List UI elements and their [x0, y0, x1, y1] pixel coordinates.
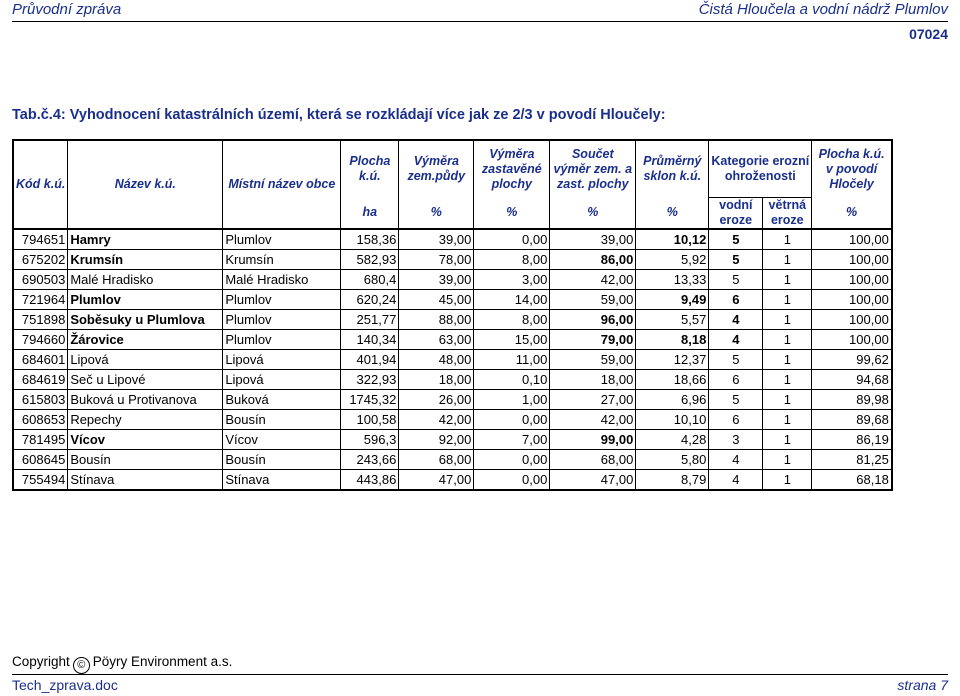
cell-plocha-povodi: 99,62 [812, 350, 892, 370]
cell-vymera-pudy: 45,00 [399, 290, 474, 310]
cell-vymera-pudy: 68,00 [399, 450, 474, 470]
col-header-sklon: Průměrný sklon k.ú. [636, 140, 709, 197]
cell-mistni: Bousín [223, 410, 341, 430]
cell-mistni: Vícov [223, 430, 341, 450]
cell-vetrna-eroze: 1 [763, 330, 812, 350]
cell-mistni: Bousín [223, 450, 341, 470]
cell-vymera-zast: 8,00 [474, 310, 550, 330]
cell-vodni-eroze: 6 [709, 370, 763, 390]
cell-nazev: Lipová [68, 350, 223, 370]
cell-sklon: 5,80 [636, 450, 709, 470]
cell-nazev: Hamry [68, 229, 223, 250]
cell-vetrna-eroze: 1 [763, 229, 812, 250]
unit-plocha: ha [341, 197, 399, 229]
cell-vodni-eroze: 6 [709, 290, 763, 310]
cell-plocha: 140,34 [341, 330, 399, 350]
cell-vymera-zast: 0,00 [474, 450, 550, 470]
cell-plocha-povodi: 86,19 [812, 430, 892, 450]
table-row [13, 229, 892, 250]
cell-soucet: 39,00 [550, 229, 636, 250]
cell-kod: 608653 [13, 410, 68, 430]
cell-vymera-pudy: 47,00 [399, 470, 474, 491]
cell-vymera-zast: 7,00 [474, 430, 550, 450]
cell-vodni-eroze: 4 [709, 470, 763, 491]
cell-mistni: Stínava [223, 470, 341, 491]
cell-kod: 751898 [13, 310, 68, 330]
cell-vymera-zast: 0,00 [474, 229, 550, 250]
footer-page-number: strana 7 [897, 677, 948, 693]
cell-sklon: 6,96 [636, 390, 709, 410]
cell-mistni: Lipová [223, 350, 341, 370]
cell-nazev: Vícov [68, 430, 223, 450]
page-header-right: Čistá Hloučela a vodní nádrž Plumlov [698, 1, 948, 18]
cell-plocha-povodi: 100,00 [812, 229, 892, 250]
cell-soucet: 47,00 [550, 470, 636, 491]
cell-kod: 690503 [13, 270, 68, 290]
col-header-vymera-zast: Výměra zastavěné plochy [474, 140, 550, 197]
cell-plocha: 1745,32 [341, 390, 399, 410]
cell-vetrna-eroze: 1 [763, 250, 812, 270]
cell-plocha-povodi: 81,25 [812, 450, 892, 470]
table-row [13, 370, 892, 390]
table-row [13, 350, 892, 370]
cell-plocha: 680,4 [341, 270, 399, 290]
cell-mistni: Plumlov [223, 330, 341, 350]
cell-vetrna-eroze: 1 [763, 390, 812, 410]
cell-vymera-zast: 14,00 [474, 290, 550, 310]
cell-nazev: Seč u Lipové [68, 370, 223, 390]
cell-vymera-pudy: 18,00 [399, 370, 474, 390]
col-header-plocha-povodi: Plocha k.ú. v povodí Hločely [812, 140, 892, 197]
table-title: Tab.č.4: Vyhodnocení katastrálních území, která se rozkládají více jak ze 2/3 v povodí Hloučely: [12, 107, 666, 123]
cell-vodni-eroze: 5 [709, 390, 763, 410]
cell-vymera-zast: 3,00 [474, 270, 550, 290]
cell-vymera-zast: 0,10 [474, 370, 550, 390]
table-row [13, 270, 892, 290]
cell-soucet: 59,00 [550, 290, 636, 310]
cell-vetrna-eroze: 1 [763, 290, 812, 310]
cell-soucet: 42,00 [550, 410, 636, 430]
cell-vodni-eroze: 4 [709, 330, 763, 350]
cell-vetrna-eroze: 1 [763, 350, 812, 370]
unit-vymera-pudy: % [399, 197, 474, 229]
cell-soucet: 99,00 [550, 430, 636, 450]
cell-vymera-zast: 11,00 [474, 350, 550, 370]
cell-nazev: Stínava [68, 470, 223, 491]
cell-nazev: Bousín [68, 450, 223, 470]
cell-kod: 675202 [13, 250, 68, 270]
unit-soucet: % [550, 197, 636, 229]
cell-plocha: 620,24 [341, 290, 399, 310]
col-header-plocha: Plocha k.ú. [341, 140, 399, 197]
cell-vodni-eroze: 4 [709, 310, 763, 330]
page-header-left: Průvodní zpráva [12, 1, 122, 18]
cell-plocha: 158,36 [341, 229, 399, 250]
cell-plocha-povodi: 100,00 [812, 330, 892, 350]
cell-vymera-pudy: 26,00 [399, 390, 474, 410]
cell-vymera-pudy: 39,00 [399, 229, 474, 250]
cell-plocha: 582,93 [341, 250, 399, 270]
cell-vodni-eroze: 4 [709, 450, 763, 470]
cell-sklon: 18,66 [636, 370, 709, 390]
cell-nazev: Malé Hradisko [68, 270, 223, 290]
cell-plocha: 243,66 [341, 450, 399, 470]
cell-vymera-pudy: 42,00 [399, 410, 474, 430]
cell-plocha-povodi: 100,00 [812, 310, 892, 330]
col-header-vetrna: větrná eroze [763, 197, 812, 229]
cell-vodni-eroze: 5 [709, 270, 763, 290]
cell-kod: 755494 [13, 470, 68, 491]
unit-vymera-zast: % [474, 197, 550, 229]
cell-nazev: Krumsín [68, 250, 223, 270]
cell-soucet: 79,00 [550, 330, 636, 350]
cell-nazev: Buková u Protivanova [68, 390, 223, 410]
cell-mistni: Lipová [223, 370, 341, 390]
cell-vetrna-eroze: 1 [763, 410, 812, 430]
copyright-owner: Pöyry Environment a.s. [92, 654, 233, 669]
header-rule [12, 21, 948, 22]
cell-nazev: Plumlov [68, 290, 223, 310]
table-row [13, 290, 892, 310]
cell-mistni: Malé Hradisko [223, 270, 341, 290]
cell-sklon: 4,28 [636, 430, 709, 450]
table-row [13, 470, 892, 491]
table-row [13, 430, 892, 450]
cell-sklon: 9,49 [636, 290, 709, 310]
cell-kod: 781495 [13, 430, 68, 450]
table-row [13, 450, 892, 470]
table-row [13, 310, 892, 330]
col-header-nazev: Název k.ú. [68, 140, 223, 229]
cell-plocha: 322,93 [341, 370, 399, 390]
table-row [13, 390, 892, 410]
cell-plocha-povodi: 68,18 [812, 470, 892, 491]
footer-filename: Tech_zprava.doc [12, 677, 118, 693]
cell-soucet: 59,00 [550, 350, 636, 370]
col-header-kod: Kód k.ú. [13, 140, 68, 229]
cell-soucet: 68,00 [550, 450, 636, 470]
copyright-icon: © [73, 657, 90, 674]
cell-sklon: 5,57 [636, 310, 709, 330]
cell-vetrna-eroze: 1 [763, 470, 812, 491]
cell-kod: 794660 [13, 330, 68, 350]
table-row [13, 250, 892, 270]
cell-mistni: Buková [223, 390, 341, 410]
cell-mistni: Plumlov [223, 310, 341, 330]
cell-vodni-eroze: 6 [709, 410, 763, 430]
cell-nazev: Repechy [68, 410, 223, 430]
cell-sklon: 8,79 [636, 470, 709, 491]
cell-vetrna-eroze: 1 [763, 310, 812, 330]
cell-vetrna-eroze: 1 [763, 430, 812, 450]
cell-vodni-eroze: 5 [709, 350, 763, 370]
unit-plocha-povodi: % [812, 197, 892, 229]
cell-soucet: 27,00 [550, 390, 636, 410]
cell-vodni-eroze: 5 [709, 250, 763, 270]
cell-vymera-pudy: 88,00 [399, 310, 474, 330]
cell-sklon: 13,33 [636, 270, 709, 290]
document-code: 07024 [909, 26, 948, 42]
cell-vymera-zast: 0,00 [474, 470, 550, 491]
cell-plocha: 443,86 [341, 470, 399, 491]
cell-vetrna-eroze: 1 [763, 370, 812, 390]
cell-vodni-eroze: 5 [709, 229, 763, 250]
col-header-kategorie: Kategorie erozní ohroženosti [709, 140, 812, 197]
cell-vymera-pudy: 78,00 [399, 250, 474, 270]
cell-vymera-pudy: 48,00 [399, 350, 474, 370]
cell-kod: 615803 [13, 390, 68, 410]
cell-plocha: 596,3 [341, 430, 399, 450]
cell-vetrna-eroze: 1 [763, 270, 812, 290]
cell-vymera-zast: 15,00 [474, 330, 550, 350]
cell-mistni: Plumlov [223, 290, 341, 310]
cell-plocha-povodi: 100,00 [812, 290, 892, 310]
cell-kod: 608645 [13, 450, 68, 470]
cell-plocha-povodi: 89,68 [812, 410, 892, 430]
cell-sklon: 10,12 [636, 229, 709, 250]
cell-mistni: Plumlov [223, 229, 341, 250]
cell-mistni: Krumsín [223, 250, 341, 270]
cell-vymera-pudy: 39,00 [399, 270, 474, 290]
table-row [13, 330, 892, 350]
cell-vymera-pudy: 63,00 [399, 330, 474, 350]
cell-sklon: 12,37 [636, 350, 709, 370]
col-header-mistni: Místní název obce [223, 140, 341, 229]
cell-sklon: 10,10 [636, 410, 709, 430]
cell-plocha-povodi: 89,98 [812, 390, 892, 410]
footer-rule [12, 674, 948, 675]
cell-soucet: 96,00 [550, 310, 636, 330]
cell-plocha: 401,94 [341, 350, 399, 370]
cell-plocha: 100,58 [341, 410, 399, 430]
cell-soucet: 18,00 [550, 370, 636, 390]
col-header-vymera-pudy: Výměra zem.půdy [399, 140, 474, 197]
cell-kod: 721964 [13, 290, 68, 310]
cell-nazev: Žárovice [68, 330, 223, 350]
cell-soucet: 86,00 [550, 250, 636, 270]
cell-vymera-zast: 8,00 [474, 250, 550, 270]
cell-kod: 684619 [13, 370, 68, 390]
cell-kod: 684601 [13, 350, 68, 370]
cell-nazev: Soběsuky u Plumlova [68, 310, 223, 330]
cadastral-table [12, 139, 893, 491]
cell-vymera-pudy: 92,00 [399, 430, 474, 450]
cell-plocha-povodi: 94,68 [812, 370, 892, 390]
cell-plocha: 251,77 [341, 310, 399, 330]
cell-vymera-zast: 1,00 [474, 390, 550, 410]
unit-sklon: % [636, 197, 709, 229]
copyright-notice [12, 654, 232, 674]
cell-vymera-zast: 0,00 [474, 410, 550, 430]
cell-vetrna-eroze: 1 [763, 450, 812, 470]
copyright-label: Copyright [12, 654, 70, 669]
col-header-soucet: Součet výměr zem. a zast. plochy [550, 140, 636, 197]
col-header-vodni: vodní eroze [709, 197, 763, 229]
cell-plocha-povodi: 100,00 [812, 250, 892, 270]
cell-vodni-eroze: 3 [709, 430, 763, 450]
cell-kod: 794651 [13, 229, 68, 250]
cell-sklon: 5,92 [636, 250, 709, 270]
cell-soucet: 42,00 [550, 270, 636, 290]
table-row [13, 410, 892, 430]
cell-sklon: 8,18 [636, 330, 709, 350]
cell-plocha-povodi: 100,00 [812, 270, 892, 290]
